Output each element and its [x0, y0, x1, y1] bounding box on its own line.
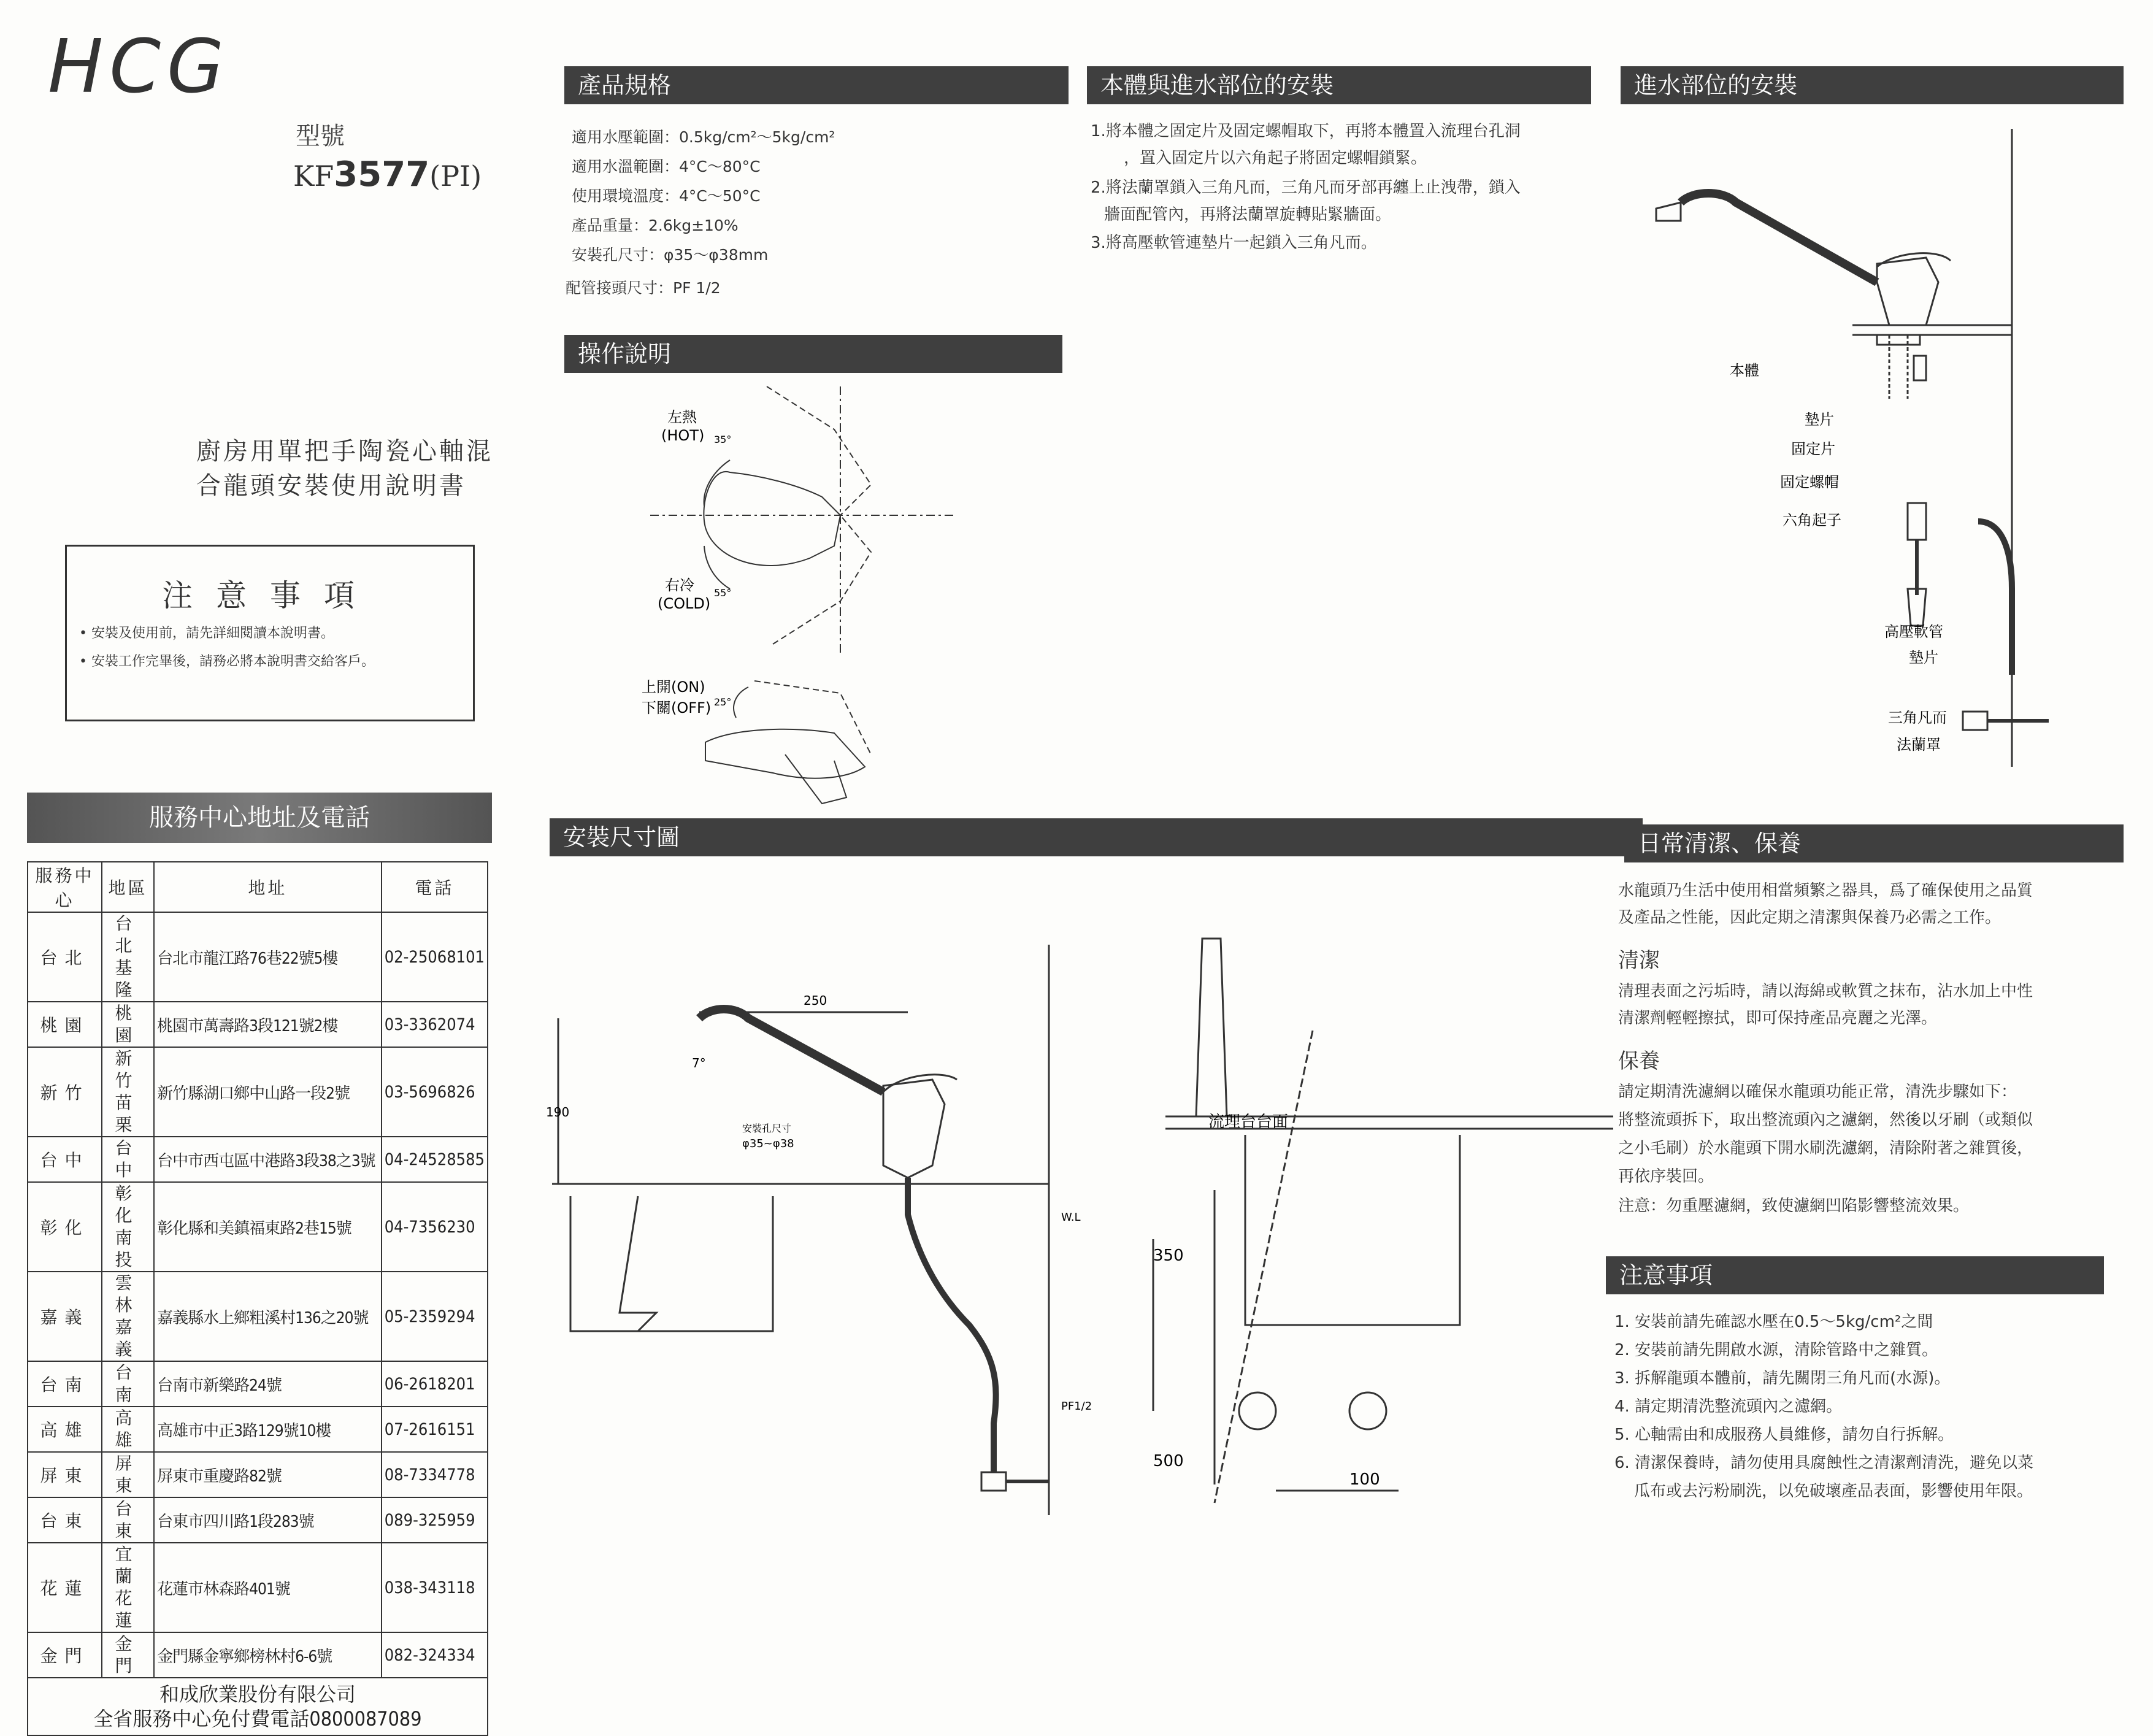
service-address: 新竹縣湖口鄉中山路一段2號: [154, 1047, 382, 1137]
dim-angle: 7°: [692, 1056, 706, 1070]
spout: [1681, 193, 1877, 282]
hose: [908, 1178, 996, 1472]
service-address: 桃園市萬壽路3段121號2樓: [154, 1002, 382, 1047]
on-label: 上開(ON): [642, 678, 705, 696]
service-center: 高雄: [28, 1407, 102, 1452]
caution-item: 3. 拆解龍頭本體前，請先關閉三角凡而(水源)。: [1614, 1369, 1951, 1388]
water-line: W.L: [1061, 1211, 1081, 1224]
table-row: [28, 1182, 488, 1272]
lift-outline: [754, 681, 871, 755]
col-center: 服務中心: [28, 862, 102, 912]
table-row: [28, 912, 488, 1002]
cautions-header: 注意事項: [1606, 1256, 2104, 1294]
service-center: 新竹: [28, 1047, 102, 1137]
service-area: 台南: [102, 1361, 154, 1407]
hot-arrow: [704, 460, 730, 506]
dim-190: 190: [546, 1105, 570, 1120]
cold-angle: 55°: [714, 587, 732, 599]
inlet-label-plate: 固定片: [1791, 440, 1835, 458]
clean-title: 清潔: [1618, 948, 1660, 973]
care-intro: 水龍頭乃生活中使用相當頻繁之器具，爲了確保使用之品質: [1618, 881, 2033, 900]
dim-500: 500: [1153, 1452, 1184, 1470]
service-area: 桃園: [102, 1002, 154, 1047]
pipe-size: PF1/2: [1061, 1400, 1092, 1413]
inlet-label-gasket: 墊片: [1805, 411, 1834, 428]
hose: [1978, 521, 2012, 675]
col-phone: 電話: [382, 862, 488, 912]
doc-title-line2: 合龍頭安裝使用說明書: [196, 472, 466, 500]
cold-arrow: [704, 546, 730, 589]
service-area: 宜蘭 花蓮: [102, 1543, 154, 1632]
doc-title-line1: 廚房用單把手陶瓷心軸混: [196, 437, 493, 466]
maint-text: 請定期清洗濾網以確保水龍頭功能正常，清洗步驟如下：: [1618, 1083, 2017, 1101]
service-area: 高雄: [102, 1407, 154, 1452]
body-install-step: ，置入固定片以六角起子將固定螺帽鎖緊。: [1124, 149, 1427, 167]
spec-item: 適用水壓範圍：0.5kg/cm²～5kg/cm²: [572, 128, 835, 146]
spec-item: 使用環境溫度：4°C～50°C: [572, 187, 761, 205]
inlet-label-body: 本體: [1730, 362, 1759, 379]
service-address: 台中市西屯區中港路3段38之3號: [154, 1137, 382, 1182]
company-name: 和成欣業股份有限公司: [159, 1683, 356, 1706]
inlet-label-valve: 三角凡而: [1888, 709, 1947, 726]
dimensions-header: 安裝尺寸圖: [550, 818, 1643, 856]
hot-en-label: (HOT): [661, 427, 705, 444]
table-footer: [28, 1678, 488, 1735]
handle: [883, 1075, 957, 1092]
service-center: 彰化: [28, 1182, 102, 1272]
faucet-body: [1877, 258, 1938, 325]
service-phone: 03-5696826: [382, 1047, 488, 1137]
service-address: 台北市龍江路76巷22號5樓: [154, 912, 382, 1002]
service-phone: 089-325959: [382, 1497, 488, 1543]
table-row: [28, 1407, 488, 1452]
inlet-label-driver: 六角起子: [1783, 512, 1841, 529]
cold-en-label: (COLD): [658, 595, 711, 612]
service-center: 花蓮: [28, 1543, 102, 1632]
inlet-label-flange: 法蘭罩: [1897, 736, 1941, 753]
off-label: 下關(OFF): [642, 699, 712, 716]
service-area: 屏東: [102, 1452, 154, 1497]
body-install-step: 2.將法蘭罩鎖入三角凡而，三角凡而牙部再纏上止洩帶，鎖入: [1091, 179, 1521, 197]
service-area: 雲林 嘉義: [102, 1272, 154, 1361]
hotline: 全省服務中心免付費電話0800087089: [93, 1707, 422, 1730]
notice-box: [65, 545, 475, 721]
dim-100: 100: [1349, 1470, 1380, 1489]
faucet-body: [883, 1080, 945, 1178]
caution-item: 4. 請定期清洗整流頭內之濾網。: [1614, 1397, 1843, 1416]
service-address: 金門縣金寧鄉榜林村6-6號: [154, 1632, 382, 1678]
service-center: 台南: [28, 1361, 102, 1407]
body-install-header: 本體與進水部位的安裝: [1087, 66, 1591, 104]
service-address: 高雄市中正3路129號10樓: [154, 1407, 382, 1452]
aerator: [1656, 202, 1681, 221]
service-phone: 03-3362074: [382, 1002, 488, 1047]
break-mark: [620, 1196, 656, 1331]
spec-item: 安裝孔尺寸：φ35～φ38mm: [572, 246, 769, 264]
hot-angle: 35°: [714, 434, 732, 445]
maint-title: 保養: [1618, 1049, 1660, 1073]
service-address: 台東市四川路1段283號: [154, 1497, 382, 1543]
table-row: [28, 1632, 488, 1678]
handle-side-view: [705, 729, 865, 778]
col-address: 地址: [154, 862, 382, 912]
service-center: 台中: [28, 1137, 102, 1182]
maint-text: 將整流頭拆下，取出整流頭內之濾網，然後以牙刷（或類似: [1618, 1111, 2033, 1129]
service-center: 台北: [28, 912, 102, 1002]
service-center: 桃園: [28, 1002, 102, 1047]
service-center: 台東: [28, 1497, 102, 1543]
care-header: 日常清潔、保養: [1624, 824, 2124, 862]
care-note: 注意：勿重壓濾網，致使濾網凹陷影響整流效果。: [1618, 1197, 1970, 1215]
notice-item: • 安裝工作完畢後，請務必將本說明書交給客戶。: [79, 654, 375, 669]
service-phone: 08-7334778: [382, 1452, 488, 1497]
hose-break: [1215, 1031, 1313, 1503]
faucet-front: [1196, 939, 1227, 1116]
hole-size-value: φ35~φ38: [742, 1137, 794, 1150]
service-phone: 07-2616151: [382, 1407, 488, 1452]
table-row: [28, 1497, 488, 1543]
clean-text: 清理表面之污垢時，請以海綿或軟質之抹布，沾水加上中性: [1618, 982, 2033, 1001]
service-address: 嘉義縣水上鄉粗溪村136之20號: [154, 1272, 382, 1361]
service-area: 台北 基隆: [102, 912, 154, 1002]
service-phone: 02-25068101: [382, 912, 488, 1002]
spout: [699, 1009, 883, 1092]
table-row: [28, 1047, 488, 1137]
valve: [981, 1472, 1006, 1491]
service-table: [27, 861, 488, 1736]
service-center: 嘉義: [28, 1272, 102, 1361]
hot-label: 左熱: [667, 409, 697, 426]
care-intro: 及產品之性能，因此定期之清潔與保養乃必需之工作。: [1618, 908, 2001, 927]
inlet-label-hose: 高壓軟管: [1884, 623, 1943, 640]
service-address: 彰化縣和美鎮福東路2巷15號: [154, 1182, 382, 1272]
model-label: 型號: [296, 122, 345, 150]
service-phone: 04-7356230: [382, 1182, 488, 1272]
service-address: 花蓮市林森路401號: [154, 1543, 382, 1632]
spec-item: 適用水溫範圍：4°C～80°C: [572, 158, 761, 175]
table-row: [28, 1452, 488, 1497]
dim-350: 350: [1153, 1246, 1184, 1265]
table-row: [28, 1002, 488, 1047]
inlet-header: 進水部位的安裝: [1621, 66, 2124, 104]
inlet-label-nut: 固定螺帽: [1780, 474, 1839, 491]
lift-angle: 25°: [714, 696, 732, 708]
operation-diagram: [638, 374, 969, 840]
maint-text: 之小毛刷）於水龍頭下開水刷洗濾網，清除附著之雜質後，: [1618, 1139, 2033, 1158]
service-phone: 082-324334: [382, 1632, 488, 1678]
counter-label: 流理台台面: [1208, 1113, 1289, 1131]
service-area: 新竹 苗栗: [102, 1047, 154, 1137]
service-phone: 06-2618201: [382, 1361, 488, 1407]
service-phone: 05-2359294: [382, 1272, 488, 1361]
operation-header: 操作說明: [564, 335, 1062, 373]
maint-text: 再依序裝回。: [1618, 1167, 1714, 1186]
table-header-row: [28, 862, 488, 912]
lift-arrow: [734, 687, 748, 718]
inlet-diagram: [1619, 123, 2122, 767]
table-row: [28, 1137, 488, 1182]
spec-item: 配管接頭尺寸：PF 1/2: [566, 279, 721, 297]
service-area: 台東: [102, 1497, 154, 1543]
notice-title: 注意事項: [162, 578, 378, 613]
service-center: 屏東: [28, 1452, 102, 1497]
hcg-logo: HCG: [48, 25, 231, 110]
handle-top-view: [704, 472, 840, 566]
hex-driver-top: [1908, 503, 1926, 540]
valve-right: [1349, 1392, 1386, 1429]
spout-side: [785, 755, 846, 804]
dim-250: 250: [804, 993, 827, 1008]
service-phone: 038-343118: [382, 1543, 488, 1632]
service-center: 金門: [28, 1632, 102, 1678]
sink: [570, 1196, 773, 1331]
body-install-step: 1.將本體之固定片及固定螺帽取下，再將本體置入流理台孔洞: [1091, 122, 1521, 140]
table-row: [28, 1361, 488, 1407]
caution-item: 6. 清潔保養時，請勿使用具腐蝕性之清潔劑清洗，避免以菜: [1614, 1454, 2034, 1472]
service-phone: 04-24528585: [382, 1137, 488, 1182]
caution-item: 瓜布或去污粉刷洗，以免破壞產品表面，影響使用年限。: [1634, 1482, 2033, 1500]
spec-item: 產品重量：2.6kg±10%: [572, 217, 739, 234]
caution-item: 1. 安裝前請先確認水壓在0.5～5kg/cm²之間: [1614, 1313, 1933, 1331]
body-install-step: 牆面配管內，再將法蘭罩旋轉貼緊牆面。: [1104, 205, 1392, 224]
service-area: 彰化 南投: [102, 1182, 154, 1272]
clean-text: 清潔劑輕輕擦拭，即可保持產品亮麗之光澤。: [1618, 1009, 1938, 1027]
sink-front: [1245, 1135, 1460, 1325]
table-row: [28, 1543, 488, 1632]
body-install-step: 3.將高壓軟管連墊片一起鎖入三角凡而。: [1091, 234, 1377, 252]
hole-size-label: 安裝孔尺寸: [742, 1123, 792, 1134]
caution-item: 2. 安裝前請先開啟水源，清除管路中之雜質。: [1614, 1341, 1938, 1359]
service-header: 服務中心地址及電話: [27, 793, 492, 843]
specs-header: 產品規格: [564, 66, 1069, 104]
col-area: 地區: [102, 862, 154, 912]
cold-rotation-outline: [773, 515, 871, 644]
notice-item: • 安裝及使用前，請先詳細閱讀本說明書。: [79, 626, 334, 641]
service-area: 金門: [102, 1632, 154, 1678]
dimension-diagram: [540, 871, 1619, 1540]
service-area: 台中: [102, 1137, 154, 1182]
caution-item: 5. 心軸需由和成服務人員維修，請勿自行拆解。: [1614, 1426, 1954, 1444]
model-number: KF3577(PI): [293, 155, 482, 194]
valve: [1963, 712, 1987, 730]
service-address: 屏東市重慶路82號: [154, 1452, 382, 1497]
gasket: [1877, 335, 1920, 345]
cold-label: 右冷: [665, 577, 694, 594]
table-row: [28, 1272, 488, 1361]
fixing-plate: [1914, 356, 1926, 380]
service-address: 台南市新樂路24號: [154, 1361, 382, 1407]
inlet-label-gasket2: 墊片: [1909, 649, 1938, 666]
valve-left: [1239, 1392, 1276, 1429]
